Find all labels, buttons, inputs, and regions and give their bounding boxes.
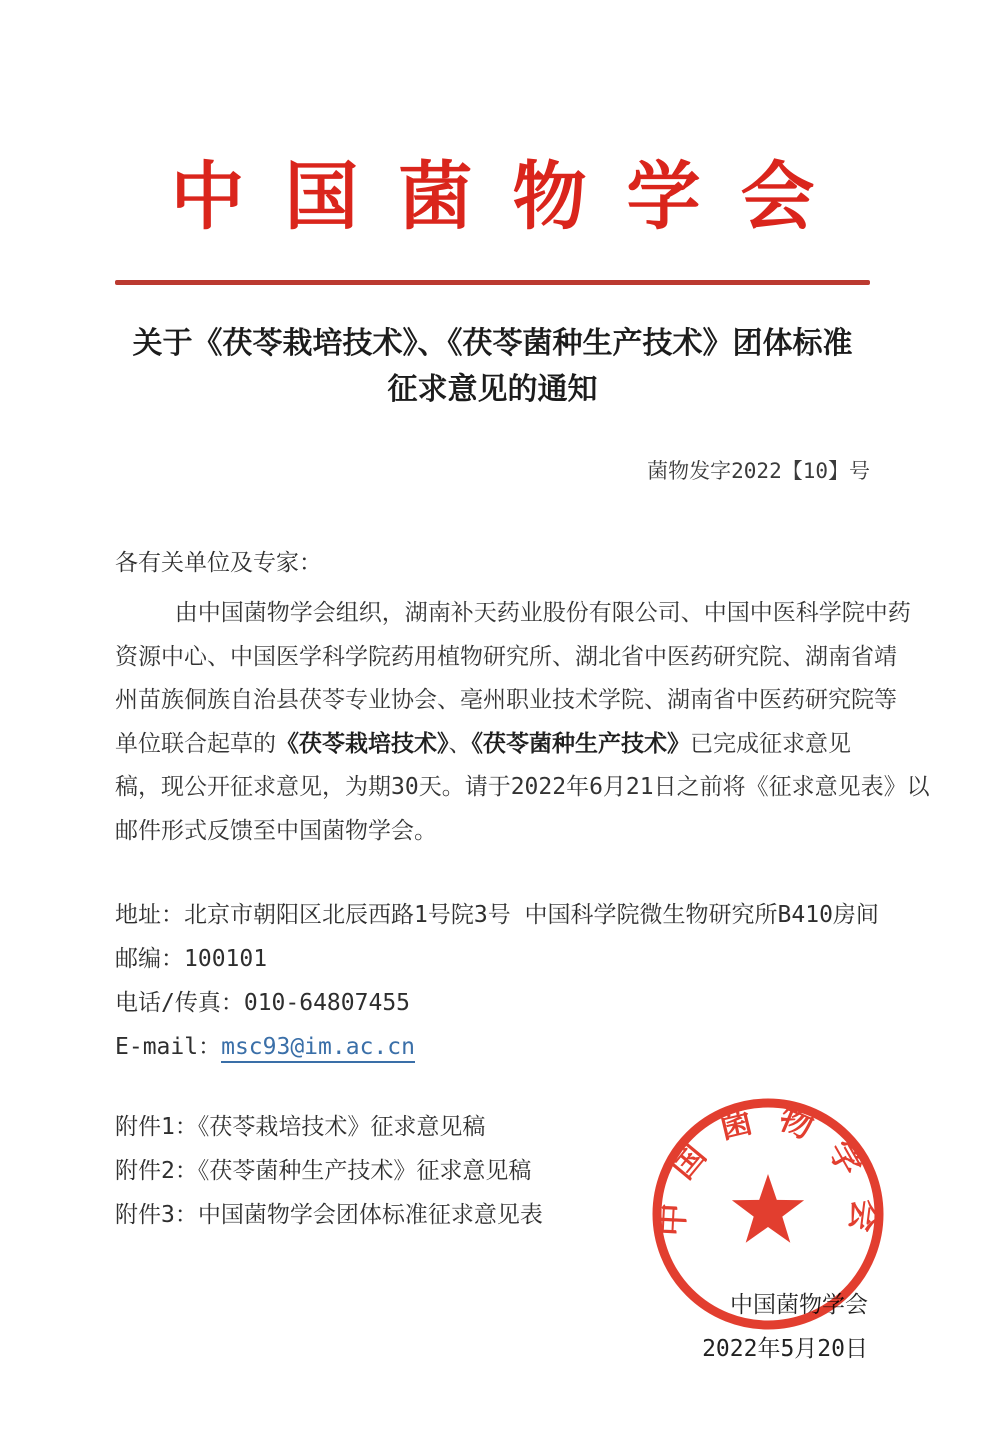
address-line: 地址：北京市朝阳区北辰西路1号院3号 中国科学院微生物研究所B410房间 — [115, 902, 879, 929]
email-link[interactable]: msc93@im.ac.cn — [221, 1034, 415, 1063]
postcode-line: 邮编：100101 — [115, 946, 268, 973]
contact-block — [115, 893, 879, 1069]
attachment-item: 附件2：《茯苓菌种生产技术》征求意见稿 — [115, 1158, 532, 1185]
signature-org-name: 中国菌物学会 — [730, 1292, 868, 1318]
letterhead-divider-rule — [115, 280, 870, 285]
document-title — [115, 321, 870, 413]
attachment-item: 附件1：《茯苓栽培技术》征求意见稿 — [115, 1114, 486, 1141]
attachments-list — [115, 1105, 870, 1237]
body-line: 资源中心、中国医学科学院药用植物研究所、湖北省中医药研究院、湖南省靖 — [115, 643, 897, 670]
document-reference-number: 菌物发字2022【10】号 — [647, 459, 870, 484]
body-line-segment: 、 — [448, 730, 472, 757]
standard-title-bold: 《茯苓栽培技术》 — [276, 730, 449, 757]
body-line-segment: 已完成征求意见 — [690, 730, 851, 757]
body-line: 稿，现公开征求意见，为期30天。请于2022年6月21日之前将《征求意见表》以 — [115, 774, 930, 801]
document-title-line-2: 征求意见的通知 — [387, 373, 598, 407]
body-line: 由中国菌物学会组织，湖南补天药业股份有限公司、中国中医科学院中药 — [174, 600, 911, 627]
signature-date: 2022年5月20日 — [702, 1336, 868, 1363]
body-line — [115, 723, 870, 767]
body-line-segment: 单位联合起草的 — [115, 730, 276, 757]
body-line: 州苗族侗族自治县茯苓专业协会、亳州职业技术学院、湖南省中医药研究院等 — [115, 687, 897, 714]
document-title-line-1: 关于《茯苓栽培技术》、《茯苓菌种生产技术》团体标准 — [132, 327, 853, 361]
body-line: 邮件形式反馈至中国菌物学会。 — [115, 817, 437, 844]
standard-title-bold: 《茯苓菌种生产技术》 — [471, 730, 690, 757]
phone-fax-line: 电话/传真：010-64807455 — [115, 990, 411, 1017]
email-line — [115, 1025, 870, 1069]
body-paragraph — [115, 592, 930, 853]
seal-arc-text: 中国菌物学会 — [654, 1098, 883, 1255]
salutation: 各有关单位及专家： — [115, 550, 322, 576]
letterhead-org-name: 中国菌物学会 — [170, 157, 855, 239]
signature-block — [115, 1283, 870, 1371]
attachment-item: 附件3：中国菌物学会团体标准征求意见表 — [115, 1202, 543, 1229]
email-label: E-mail： — [115, 1034, 222, 1061]
